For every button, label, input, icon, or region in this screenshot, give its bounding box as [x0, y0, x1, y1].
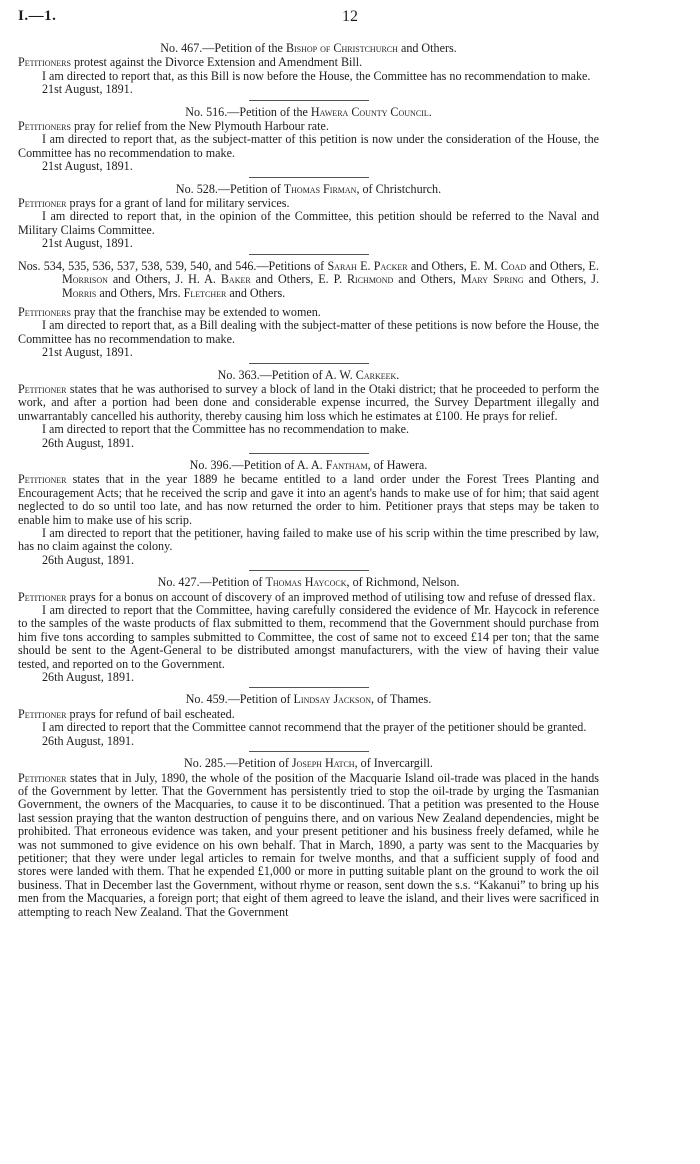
heading-text: —Petition of: [217, 181, 284, 196]
heading-text: —Petition of the: [227, 104, 311, 119]
section-divider: [249, 751, 369, 752]
petition-statement: pray that the franchise may be extended to women.: [70, 304, 321, 319]
report-date: 26th August, 1891.: [42, 552, 135, 567]
petitioner-name: Sarah E. Packer: [327, 258, 408, 273]
heading-text: —Petition of A. A.: [231, 457, 326, 472]
section-divider: [249, 363, 369, 364]
petition-number: Nos. 534, 535, 536, 537, 538, 539, 540, and 546.: [18, 258, 257, 273]
petitioner-name: Baker: [220, 272, 251, 287]
heading-text: , of Thames.: [371, 692, 432, 707]
heading-text: and Others, E. M.: [407, 258, 501, 273]
petition-heading: [18, 260, 599, 300]
report-date: 21st August, 1891.: [42, 82, 133, 97]
committee-report: I am directed to report that the Committee cannot recommend that the prayer of the petitioner should be granted.: [42, 720, 587, 735]
section-divider: [249, 177, 369, 178]
committee-report: I am directed to report that, in the opinion of the Committee, this petition should be referred to the Naval and Military Claims Committee.: [18, 209, 599, 237]
petition-body: [18, 56, 599, 69]
petitioner-name: Fantham: [325, 457, 368, 472]
petitioner-lead: Petitioners: [18, 119, 71, 134]
petition-heading: [18, 183, 599, 196]
petition-heading: [18, 106, 599, 119]
heading-text: —Petition of: [227, 692, 294, 707]
petition-entry: [18, 369, 599, 454]
petition-entry: [18, 42, 599, 101]
petitioner-lead: Petitioner: [18, 770, 67, 785]
petition-body: [18, 591, 599, 604]
report-date: 21st August, 1891.: [42, 345, 133, 360]
petition-statement: pray for relief from the New Plymouth Harbour rate.: [70, 119, 329, 134]
committee-report: I am directed to report that the Committee has no recommendation to make.: [42, 422, 410, 437]
committee-report: I am directed to report that, as this Bill is now before the House, the Committee has no recommendation to make.: [42, 68, 591, 83]
petition-statement: protest against the Divorce Extension and Amendment Bill.: [70, 55, 363, 70]
petition-heading: [18, 576, 599, 589]
petition-number: No. 528.: [175, 181, 218, 196]
heading-text: —Petition of: [226, 756, 292, 771]
petitioner-name: Richmond: [346, 272, 394, 287]
heading-text: and Others,: [393, 272, 461, 287]
petition-entry: [18, 260, 599, 364]
heading-text: , of Invercargill.: [354, 756, 433, 771]
section-divider: [249, 453, 369, 454]
petitioner-lead: Petitioner: [18, 589, 67, 604]
petition-number: No. 516.: [185, 104, 228, 119]
section-divider: [249, 100, 369, 101]
section-divider: [249, 254, 369, 255]
petition-number: No. 396.: [189, 457, 232, 472]
petition-entry: [18, 576, 599, 688]
petition-statement: prays for a grant of land for military services.: [66, 196, 290, 211]
heading-text: and Others.: [226, 285, 286, 300]
heading-text: , of Christchurch.: [356, 181, 442, 196]
petitioner-name: Thomas Firman: [283, 181, 357, 196]
petition-number: No. 467.: [160, 41, 203, 55]
petitioner-lead: Petitioner: [18, 381, 67, 396]
petitions-list: [18, 42, 599, 919]
heading-text: and Others, E.: [526, 258, 599, 273]
petition-statement: states that in the year 1889 he became entitled to a land order under the Forest Trees Planting and Encouragement Acts; that he received the scrip and gave it into an agent's hands to make use of for him; that said agent neglected to do so until too late, and has now returned the order to him. Petitioner prays that steps may be taken to enable him to make use of his scrip.: [18, 472, 599, 527]
petition-statement: states that in July, 1890, the whole of the position of the Macquarie Island oil-trade was placed in the hands of the Government by letter. That the Government has persistently tried to stop the oil-trade by urging the Tasmanian Government, the owners of the Macquaries, to cause it to be discontinued. That a petition was presented to the House last session praying that the wanton destruction of penguins there, and on various New Zealand dependencies, might be prohibited. That erroneous evidence was taken, and your present petitioner and his business freely defamed, while he was not summoned to give evidence on his own behalf. That in March, 1890, a party was sent to the Macquaries by petitioner; that they were under legal articles to remain for twelve months, and that a sufficient supply of food and stores were landed with them. That he expended £1,000 or more in putting suitable plant on the ground to work the oil business. That in December last the Government, without rhyme or reason, sent down the s.s. “Kakanui” to bring up his men from the Macquaries, a foreign port; that eight of them agreed to leave the island, and their lives were sacrificed in attempting to reach New Zealand. That the Government: [18, 770, 599, 919]
petition-body: [18, 473, 599, 527]
petitioner-name: Joseph Hatch: [291, 756, 355, 771]
heading-text: .: [396, 367, 400, 382]
petition-statement: prays for a bonus on account of discovery of an improved method of utilising tow and refuse of dressed flax.: [66, 589, 596, 604]
petition-heading: [18, 693, 599, 706]
committee-report: I am directed to report that the Committee, having carefully considered the evidence of Mr. Haycock in reference to the samples of the waste products of flax submitted to them, recommend that the Government should purchase from him five tons according to samples submitted to Committee, the cost of same not to exceed £14 per ton; that the same should be sent to the Agent-General to be distributed amongst manufacturers, with the view of having their value tested, and reported on to the Government.: [18, 603, 599, 671]
section-reference: I.—1.: [18, 8, 57, 24]
petition-heading: [18, 459, 599, 472]
petition-body: [18, 306, 599, 319]
petitioner-lead: Petitioner: [18, 472, 67, 487]
heading-text: —Petition of A. W.: [259, 367, 356, 382]
petitioner-lead: Petitioners: [18, 304, 71, 319]
petition-number: No. 459.: [185, 692, 228, 707]
heading-text: and Others, Mrs.: [96, 285, 184, 300]
petition-entry: [18, 693, 599, 752]
petitioner-name: Morris: [62, 285, 97, 300]
petitioner-name: Mary Spring: [460, 272, 524, 287]
petition-statement: states that he was authorised to survey a block of land in the Otaki district; that he proceeded to perform the work, and after a portion had been done and considerable expense incurred, the Survey Department illegally and unwarrantably cancelled his authority, thereby causing him loss which he estimates at £100. He prays for relief.: [18, 381, 599, 423]
petition-body: [18, 772, 599, 919]
committee-report: I am directed to report that the petitioner, having failed to make use of his scrip within the time prescribed by law, has no claim against the colony.: [18, 526, 599, 554]
heading-text: , of Hawera.: [367, 457, 428, 472]
petition-number: No. 427.: [157, 575, 200, 590]
section-divider: [249, 687, 369, 688]
report-date: 21st August, 1891.: [42, 236, 133, 251]
heading-text: and Others, J. H. A.: [107, 272, 221, 287]
petition-number: No. 363.: [217, 367, 260, 382]
petition-body: [18, 383, 599, 423]
heading-text: —Petition of the: [202, 41, 286, 55]
petitioner-name: Hawera County Council: [310, 104, 429, 119]
petitioner-name: Bishop of Christchurch: [285, 41, 398, 55]
petition-heading: [18, 369, 599, 382]
committee-report: I am directed to report that, as a Bill dealing with the subject-matter of these petitions is now before the House, the Committee has no recommendation to make.: [18, 318, 599, 346]
heading-text: and Others.: [397, 41, 457, 55]
heading-text: —Petitions of: [256, 258, 328, 273]
petition-entry: [18, 106, 599, 178]
petition-number: No. 285.: [184, 756, 227, 771]
petitioner-lead: Petitioner: [18, 706, 67, 721]
petitioner-name: Lindsay Jackson: [293, 692, 372, 707]
petitioner-name: Carkeek: [355, 367, 397, 382]
report-date: 21st August, 1891.: [42, 159, 133, 174]
page-header: [18, 8, 682, 30]
report-date: 26th August, 1891.: [42, 435, 135, 450]
petition-body: [18, 708, 599, 721]
petition-heading: [18, 757, 599, 770]
heading-text: —Petition of: [199, 575, 266, 590]
petition-body: [18, 197, 599, 210]
petitioner-lead: Petitioner: [18, 196, 67, 211]
petition-body: [18, 120, 599, 133]
petitioner-name: Thomas Haycock: [265, 575, 347, 590]
petition-entry: [18, 757, 599, 919]
report-date: 26th August, 1891.: [42, 733, 135, 748]
petitioner-lead: Petitioners: [18, 55, 71, 70]
petition-heading: [18, 42, 599, 55]
petition-entry: [18, 183, 599, 255]
petitioner-name: Fletcher: [183, 285, 227, 300]
report-date: 26th August, 1891.: [42, 670, 135, 685]
heading-text: , of Richmond, Nelson.: [346, 575, 460, 590]
page-number: 12: [342, 8, 358, 25]
petition-entry: [18, 459, 599, 571]
heading-text: .: [428, 104, 432, 119]
petition-statement: prays for refund of bail escheated.: [66, 706, 235, 721]
heading-text: and Others, E. P.: [250, 272, 347, 287]
petitioner-name: Morrison: [62, 272, 108, 287]
committee-report: I am directed to report that, as the subject-matter of this petition is now under the consideration of the House, the Committee has no recommendation to make.: [18, 132, 599, 160]
section-divider: [249, 570, 369, 571]
petitioner-name: Coad: [500, 258, 527, 273]
heading-text: and Others, J.: [523, 272, 599, 287]
